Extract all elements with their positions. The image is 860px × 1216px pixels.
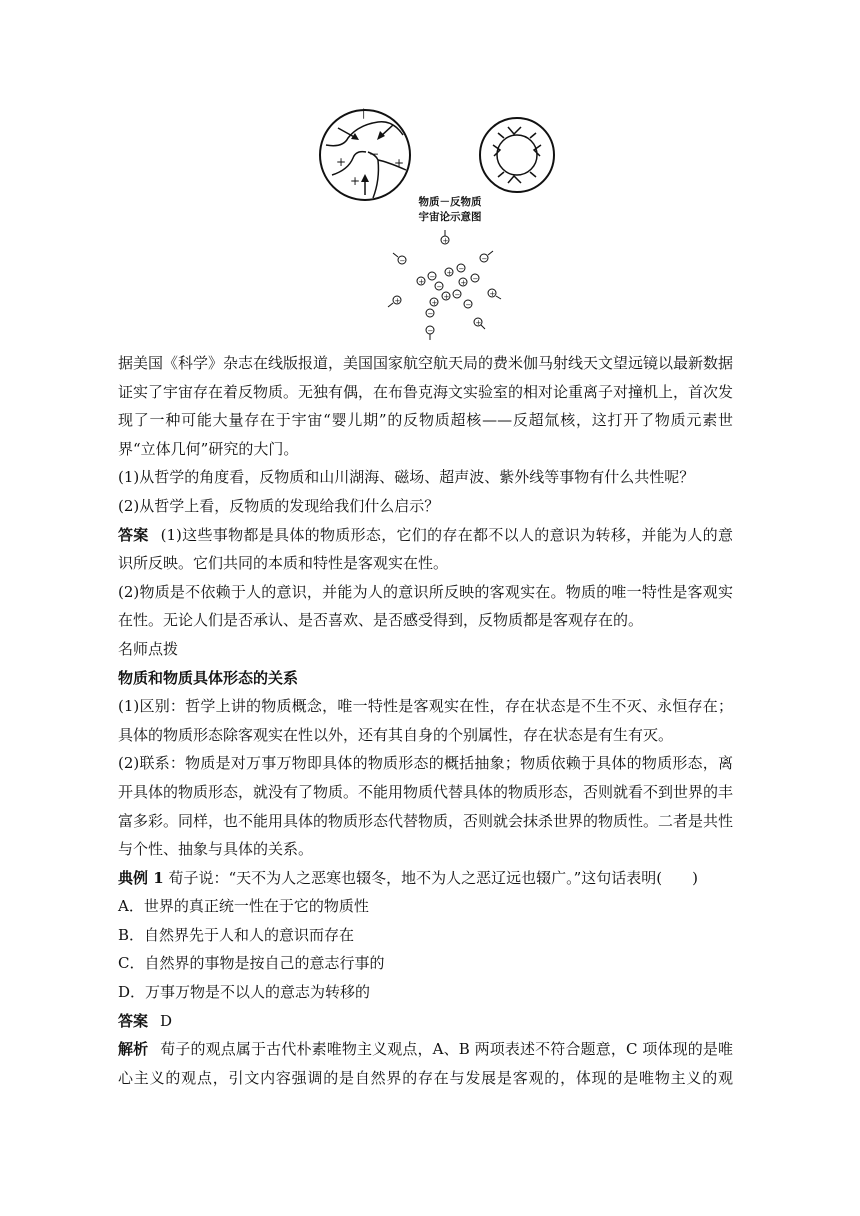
svg-text:−: − (458, 265, 465, 273)
option-d: D．万事万物是不以人的意志为转移的 (118, 983, 371, 1002)
option-a: A．世界的真正统一性在于它的物质性 (118, 897, 369, 916)
svg-text:−: − (427, 310, 434, 318)
tip-heading: 物质和物质具体形态的关系 (118, 668, 299, 687)
option-c: C．自然界的事物是按自己的意志行事的 (118, 954, 385, 973)
svg-text:+: + (442, 237, 449, 245)
svg-text:+: + (394, 156, 405, 170)
analysis-text: 荀子的观点属于古代朴素唯物主义观点，A、B 两项表述不符合题意，C 项体现的是唯心主义的观点，引文内容强调的是自然界的存在与发展是客观的，体现的是唯物主义的观 (118, 1040, 733, 1087)
figure-caption-line1: 物质－反物质 (418, 196, 482, 208)
question-1: (1)从哲学的角度看，反物质和山川湖海、磁场、超声波、紫外线等事物有什么共性呢？ (118, 468, 695, 487)
tip-title: 名师点拨 (118, 639, 179, 658)
intro-paragraph: 据美国《科学》杂志在线版报道，美国国家航空航天局的费米伽马射线天文望远镜以最新数据证实了宇宙存在着反物质。无独有偶，在布鲁克海文实验室的相对论重离子对撞机上，首次发现了一种可能大量存在于宇宙“婴儿期”的反物质超核——反超氚核，这打开了物质元素世界“立体几何”研究的大门。 (118, 354, 734, 458)
figure-caption-line2: 宇宙论示意图 (418, 211, 482, 223)
svg-text:−: − (481, 255, 488, 263)
svg-text:+: + (443, 293, 450, 301)
svg-text:−: − (436, 283, 443, 291)
example-stem: 荀子说：“天不为人之恶寒也辍冬，地不为人之恶辽远也辍广。”这句话表明( ) (168, 868, 698, 887)
svg-text:|: | (362, 108, 366, 119)
answer-1 (118, 521, 733, 578)
svg-text:−: − (399, 257, 406, 265)
analysis-label: 解析 (118, 1040, 149, 1059)
left-circle-diagram (320, 108, 410, 200)
svg-text:−: − (429, 273, 436, 281)
svg-text:+: + (394, 297, 401, 305)
svg-text:−: − (369, 147, 380, 161)
svg-text:−: − (465, 301, 472, 309)
example-label: 典例 1 (118, 868, 164, 887)
matter-antimatter-figure (318, 100, 558, 345)
svg-text:−: − (454, 291, 461, 299)
svg-text:−: − (472, 275, 479, 283)
question-2: (2)从哲学上看，反物质的发现给我们什么启示？ (118, 496, 440, 515)
answer2-value: D (160, 1011, 173, 1030)
svg-text:+: + (446, 269, 453, 277)
answer-1-text: (1)这些事物都是具体的物质形态，它们的存在都不以人的意识为转移，并能为人的意识所反映。它们共同的本质和特性是客观实在性。 (118, 525, 733, 573)
tip-1: (1)区别：哲学上讲的物质概念，唯一特性是客观实在性，存在状态是不生不灭、永恒存在；具体的物质形态除客观实在性以外，还有其自身的个别属性，存在状态是有生有灭。 (118, 697, 733, 744)
document-body (118, 349, 733, 1092)
svg-text:+: + (418, 278, 425, 286)
answer-2: (2)物质是不依赖于人的意识，并能为人的意识所反映的客观实在。物质的唯一特性是客观实在性。无论人们是否承认、是否喜欢、是否感受得到，反物质都是客观存在的。 (118, 582, 733, 630)
svg-text:+: + (489, 290, 496, 298)
particle-burst-diagram (388, 230, 501, 340)
analysis (118, 1035, 733, 1092)
tip-2: (2)联系：物质是对万事万物即具体的物质形态的概括抽象；物质依赖于具体的物质形态，离开具体的物质形态，就没有了物质。不能用物质代替具体的物质形态，否则就看不到世界的丰富多彩。同样，也不能用具体的物质形态代替物质，否则就会抹杀世界的物质性。二者是共性与个性、抽象与具体的关系。 (118, 754, 734, 859)
option-b: B．自然界先于人和人的意识而存在 (118, 925, 355, 944)
svg-text:+: + (431, 299, 438, 307)
svg-text:+: + (350, 174, 361, 188)
answer2-label: 答案 (118, 1011, 149, 1030)
svg-text:+: + (460, 279, 467, 287)
answer-d (118, 1007, 733, 1036)
cosmology-diagram (318, 100, 558, 345)
example-1 (118, 864, 733, 893)
answer-label: 答案 (118, 525, 149, 544)
right-circle-diagram (480, 118, 554, 192)
svg-text:+: + (475, 319, 482, 327)
svg-text:+: + (336, 155, 347, 169)
svg-text:−: − (427, 327, 434, 335)
